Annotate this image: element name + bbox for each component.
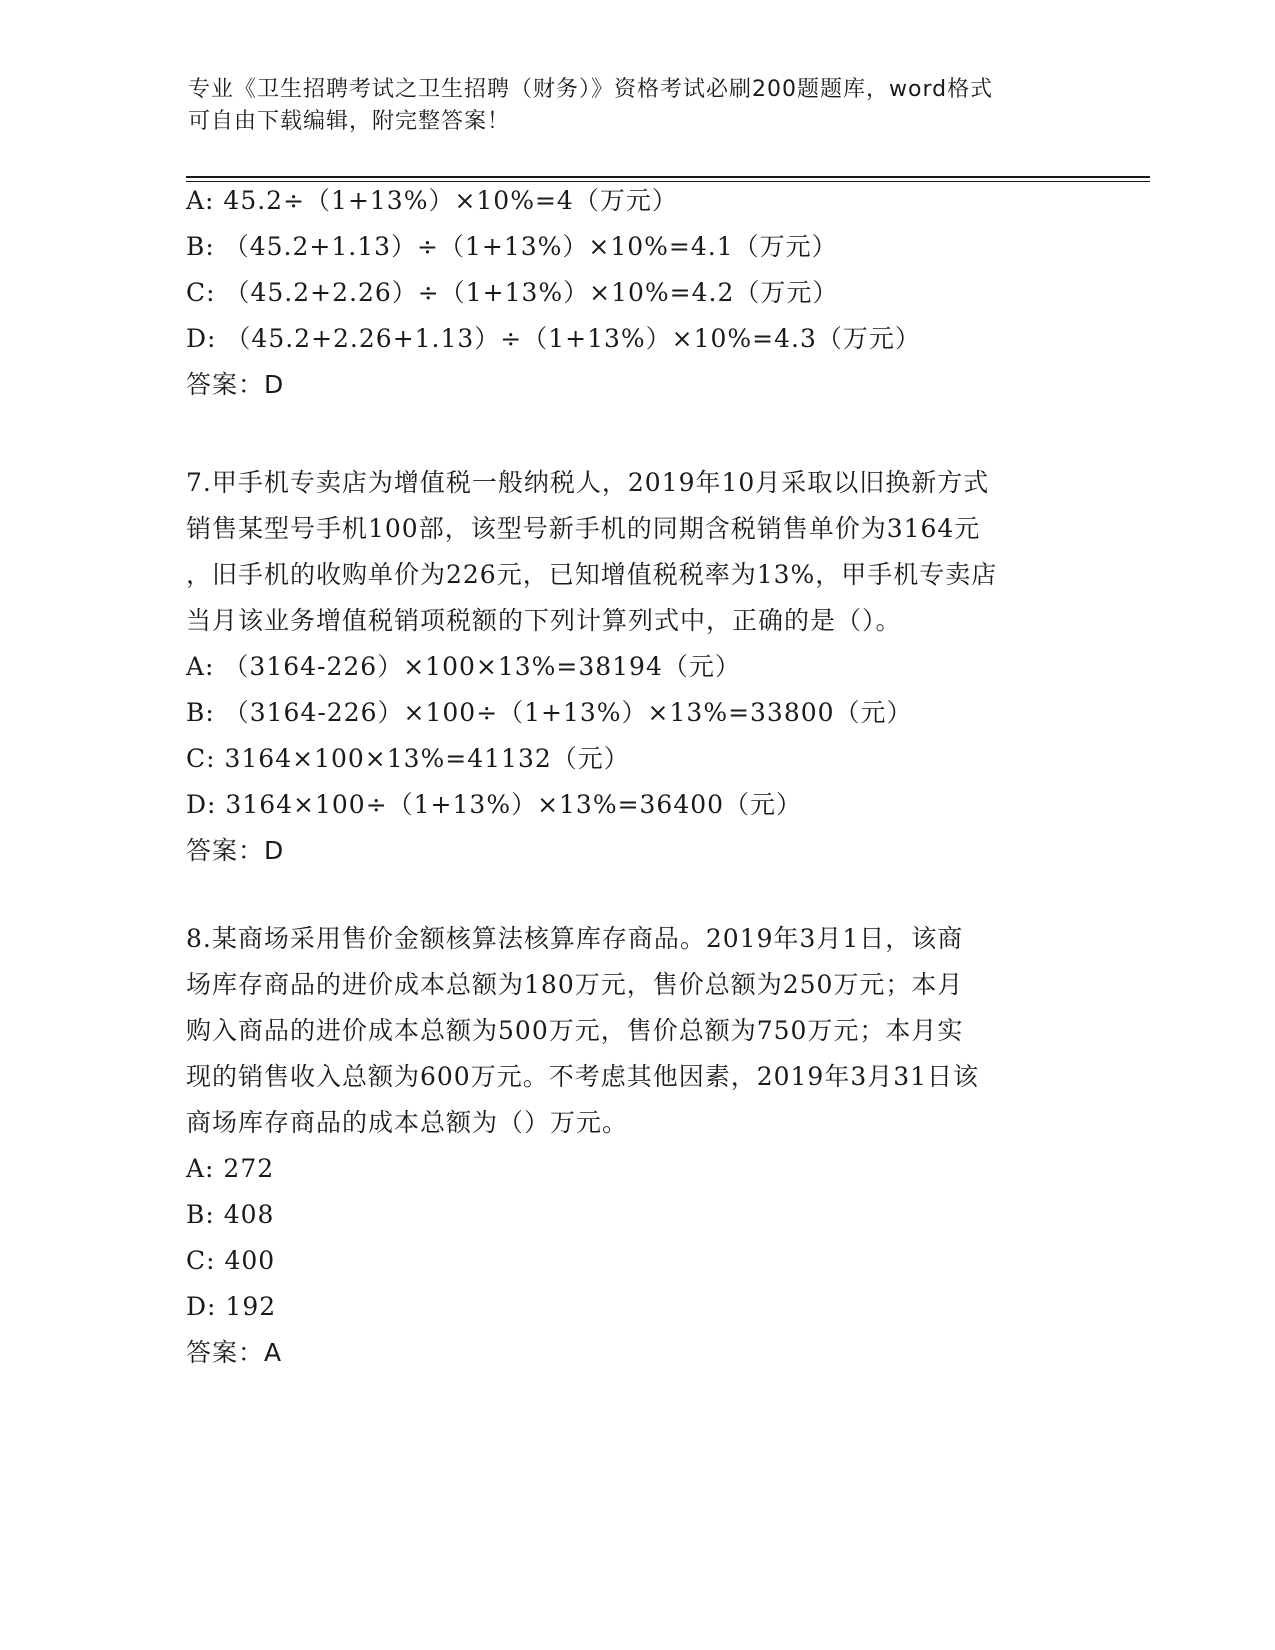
q7-stem-line-2: 销售某型号手机100部，该型号新手机的同期含税销售单价为3164元 (186, 514, 981, 543)
q6-option-a: A: 45.2÷（1+13%）×10%=4（万元） (186, 186, 678, 215)
q7-stem-line-3: ，旧手机的收购单价为226元，已知增值税税率为13%，甲手机专卖店 (186, 560, 998, 589)
q6-option-d: D: （45.2+2.26+1.13）÷（1+13%）×10%=4.3（万元） (186, 324, 921, 353)
document-header (188, 74, 1068, 138)
q8-stem-line-1: 8.某商场采用售价金额核算法核算库存商品。2019年3月1日，该商 (186, 924, 964, 953)
q8-stem-line-3: 购入商品的进价成本总额为500万元，售价总额为750万元；本月实 (186, 1016, 964, 1045)
header-line-2: 可自由下载编辑，附完整答案！ (188, 109, 511, 134)
header-line-1: 专业《卫生招聘考试之卫生招聘（财务）》资格考试必刷200题题库，word格式 (188, 77, 994, 102)
q6-answer: 答案：D (186, 370, 285, 399)
q7-stem-line-1: 7.甲手机专卖店为增值税一般纳税人，2019年10月采取以旧换新方式 (186, 468, 990, 497)
q7-option-a: A: （3164-226）×100×13%=38194（元） (186, 652, 741, 681)
q7-answer: 答案：D (186, 836, 285, 865)
q8-stem-line-4: 现的销售收入总额为600万元。不考虑其他因素，2019年3月31日该 (186, 1062, 980, 1091)
q7-option-d: D: 3164×100÷（1+13%）×13%=36400（元） (186, 790, 803, 819)
q8-stem-line-5: 商场库存商品的成本总额为（）万元。 (186, 1108, 629, 1137)
q6-option-c: C: （45.2+2.26）÷（1+13%）×10%=4.2（万元） (186, 278, 839, 307)
question-6-block (186, 178, 1086, 408)
question-7-block (186, 460, 1086, 874)
q6-option-b: B: （45.2+1.13）÷（1+13%）×10%=4.1（万元） (186, 232, 838, 261)
q7-option-b: B: （3164-226）×100÷（1+13%）×13%=33800（元） (186, 698, 913, 727)
q8-answer: 答案：A (186, 1338, 283, 1367)
q7-stem-line-4: 当月该业务增值税销项税额的下列计算列式中，正确的是（）。 (186, 606, 902, 635)
q8-option-d: D: 192 (186, 1292, 277, 1321)
q8-option-b: B: 408 (186, 1200, 275, 1229)
q8-option-c: C: 400 (186, 1246, 276, 1275)
question-8-block (186, 916, 1086, 1376)
q8-stem-line-2: 场库存商品的进价成本总额为180万元，售价总额为250万元；本月 (186, 970, 964, 999)
q7-option-c: C: 3164×100×13%=41132（元） (186, 744, 630, 773)
q8-option-a: A: 272 (186, 1154, 275, 1183)
